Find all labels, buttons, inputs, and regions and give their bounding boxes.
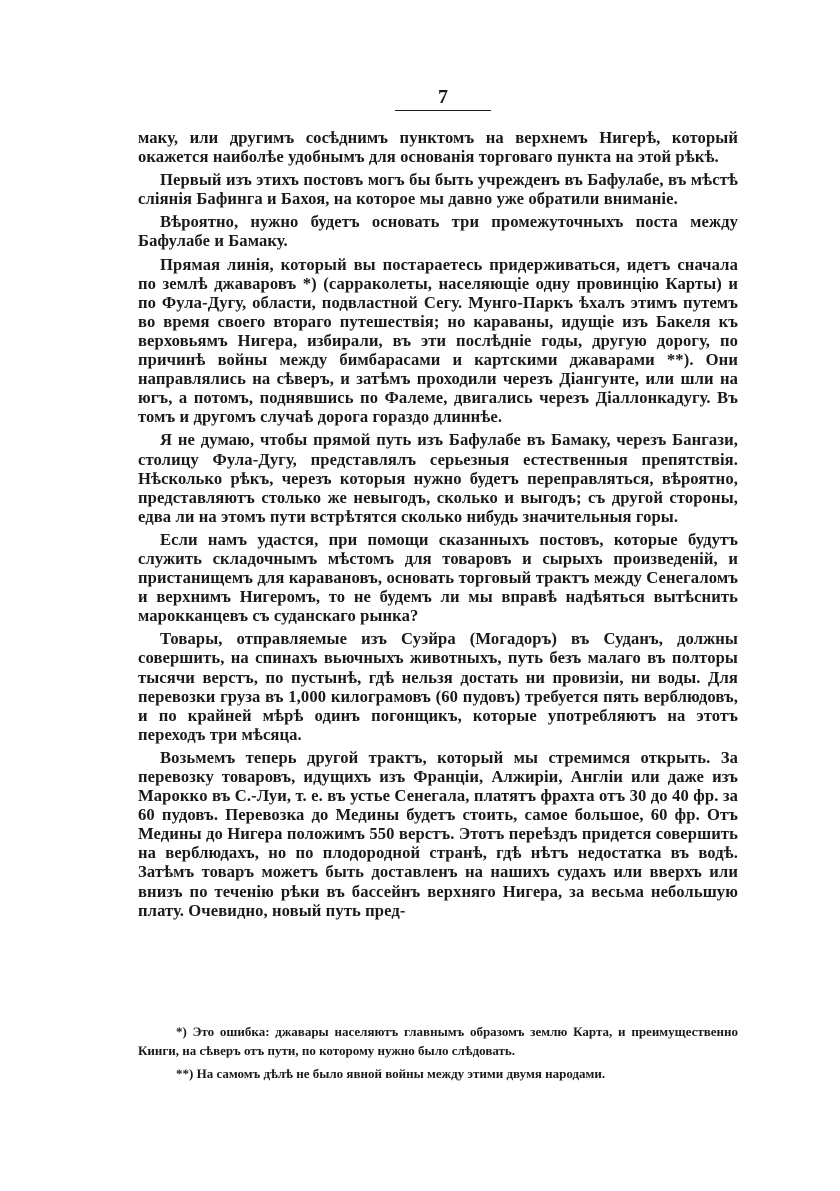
- footnote: *) Это ошибка: джавары населяютъ главнымъ образомъ землю Карта, и преимущественно Кинги, на сѣверъ отъ пути, по которому нужно было слѣдовать.: [138, 1024, 738, 1058]
- paragraph: Первый изъ этихъ постовъ могъ бы быть учрежденъ въ Бафулабе, въ мѣстѣ сліянія Бафинга и Бахоя, на которое мы давно уже обратили вниманіе.: [138, 170, 738, 209]
- page-header: [395, 86, 491, 111]
- footnotes: [138, 1022, 738, 1083]
- paragraph: Если намъ удастся, при помощи сказанныхъ постовъ, которые будутъ служить складочнымъ мѣстомъ для товаровъ и сырыхъ произведеній, и пристанищемъ для каравановъ, основать торговый трактъ между Сенегаломъ и верхнимъ Нигеромъ, то не будемъ ли мы вправѣ надѣяться вытѣснить марокканцевъ съ суданскаго рынка?: [138, 529, 738, 626]
- page-number: 7: [438, 86, 448, 108]
- paragraph: Товары, отправляемые изъ Суэйра (Могадоръ) въ Суданъ, должны совершить, на спинахъ вьючныхъ животныхъ, путь безъ малаго въ полторы тысячи верстъ, по пустынѣ, гдѣ нельзя достать ни провизіи, ни воды. Для перевозки груза въ 1,000 килограмовъ (60 пудовъ) требуется пять верблюдовъ, и по крайней мѣрѣ одинъ погонщикъ, которые употребляютъ на этотъ переходъ три мѣсяца.: [138, 629, 738, 744]
- paragraph: Прямая линія, который вы постараетесь придерживаться, идетъ сначала по землѣ джаваровъ *) (сарраколеты, населяющіе одну провинцію Карты) и по Фула-Дугу, области, подвластной Сегу. Мунго-Паркъ ѣхалъ этимъ путемъ во время своего втораго путешествія; но караваны, идущіе изъ Бакеля къ верховьямъ Нигера, избирали, въ эти послѣдніе годы, другую дорогу, по причинѣ войны между бимбарасами и картскими джаварами **). Они направлялись на сѣверъ, и затѣмъ проходили черезъ Діангунте, или шли на югъ, а потомъ, поднявшись по Фалеме, двигались черезъ Діаллонкадугу. Въ томъ и другомъ случаѣ дорога гораздо длиннѣе.: [138, 254, 738, 427]
- body-text: [138, 128, 738, 920]
- paragraph: маку, или другимъ сосѣднимъ пунктомъ на верхнемъ Нигерѣ, который окажется наиболѣе удобнымъ для основанія торговаго пункта на этой рѣкѣ.: [138, 128, 738, 167]
- paragraph: Я не думаю, чтобы прямой путь изъ Бафулабе въ Бамаку, черезъ Бангази, столицу Фула-Дугу, представлялъ серьезныя естественныя препятствія. Нѣсколько рѣкъ, черезъ которыя нужно будетъ переправляться, вѣроятно, представляютъ столько же невыгодъ, сколько и выгодъ; съ другой стороны, едва ли на этомъ пути встрѣтятся сколько нибудь значительныя горы.: [138, 430, 738, 526]
- footnote: **) На самомъ дѣлѣ не было явной войны между этими двумя народами.: [176, 1066, 606, 1081]
- header-rule: [395, 110, 491, 111]
- paragraph: Вѣроятно, нужно будетъ основать три промежуточныхъ поста между Бафулабе и Бамаку.: [138, 212, 738, 251]
- paragraph: Возьмемъ теперь другой трактъ, который мы стремимся открыть. За перевозку товаровъ, идущихъ изъ Франціи, Алжиріи, Англіи или даже изъ Мароккo въ С.-Луи, т. е. въ устье Сенегала, платятъ фрахта отъ 30 до 40 фр. за 60 пудовъ. Перевозка до Медины будетъ стоить, самое большое, 60 фр. Отъ Медины до Нигера положимъ 550 верстъ. Этотъ переѣздъ придется совершить на верблюдахъ, но по плодородной странѣ, гдѣ нѣтъ недостатка въ водѣ. Затѣмъ товаръ можетъ быть доставленъ на нашихъ судахъ или вверхъ или внизъ по теченію рѣки въ бассейнъ верхняго Нигера, за весьма небольшую плату. Очевидно, новый путь пред-: [138, 747, 738, 920]
